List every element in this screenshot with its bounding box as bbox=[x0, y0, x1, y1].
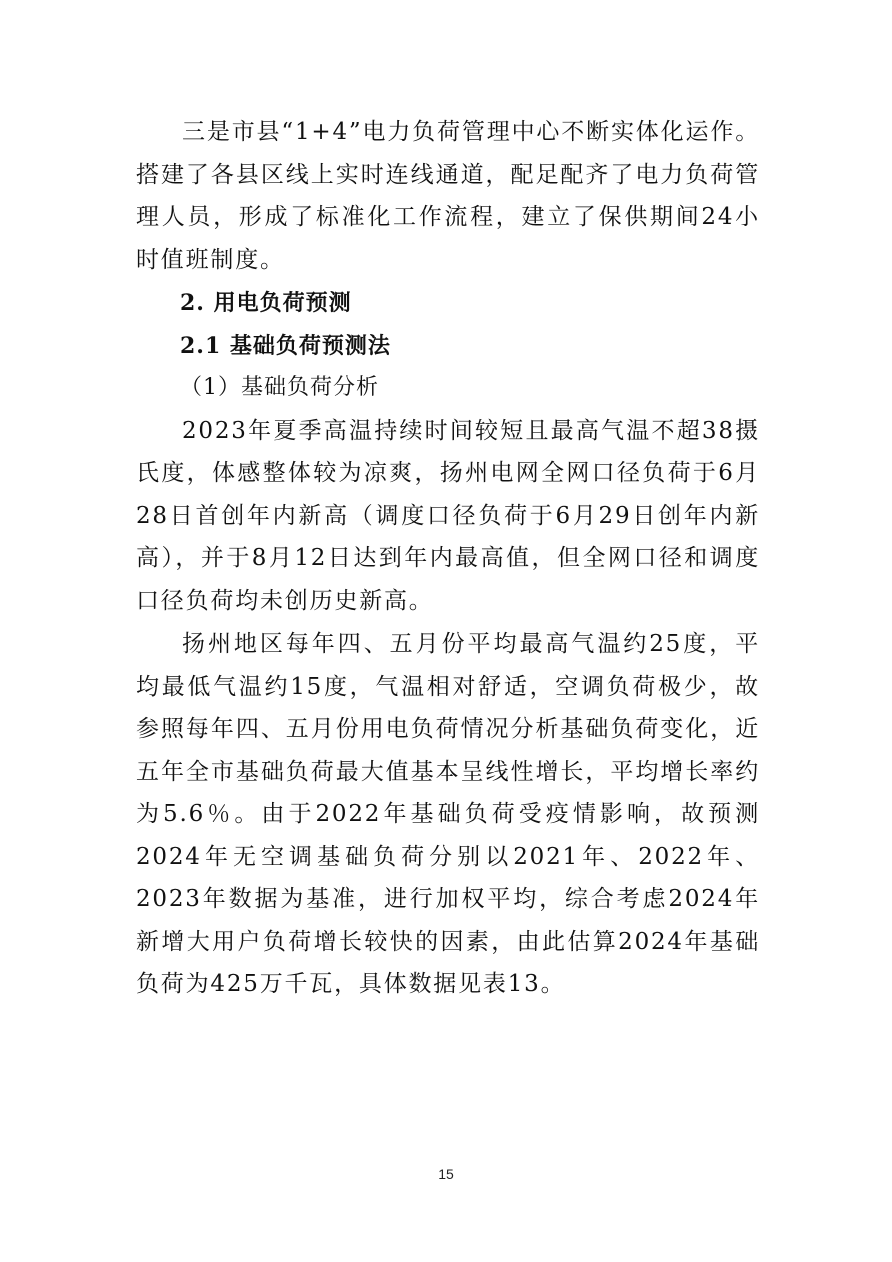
paragraph-base-load-estimate: 扬州地区每年四、五月份平均最高气温约25度，平均最低气温约15度，气温相对舒适，空调负荷极少，故参照每年四、五月份用电负荷情况分析基础负荷变化，近五年全市基础负荷最大值基本呈线性增长，平均增长率约为5.6％。由于2022年基础负荷受疫情影响，故预测2024年无空调基础负荷分别以2021年、2022年、2023年数据为基准，进行加权平均，综合考虑2024年新增大用户负荷增长较快的因素，由此估算2024年基础负荷为425万千瓦，具体数据见表13。 bbox=[136, 631, 760, 997]
paragraph-2023-summer-load: 2023年夏季高温持续时间较短且最高气温不超38摄氏度，体感整体较为凉爽，扬州电网全网口径负荷于6月28日首创年内新高（调度口径负荷于6月29日创年内新高），并于8月12日达到年内最高值，但全网口径和调度口径负荷均未创历史新高。 bbox=[136, 417, 760, 614]
section-heading-load-forecast: 2. 用电负荷预测 bbox=[180, 290, 352, 316]
page-number: 15 bbox=[438, 1166, 454, 1182]
subsection-heading-base-load-method: 2.1 基础负荷预测法 bbox=[180, 332, 391, 359]
page-content bbox=[136, 111, 760, 1007]
paragraph-load-management-center: 三是市县“1+4”电力负荷管理中心不断实体化运作。搭建了各县区线上实时连线通道，配足配齐了电力负荷管理人员，形成了标准化工作流程，建立了保供期间24小时值班制度。 bbox=[136, 119, 760, 273]
subsubsection-heading-base-load-analysis: （1）基础负荷分析 bbox=[180, 375, 379, 400]
